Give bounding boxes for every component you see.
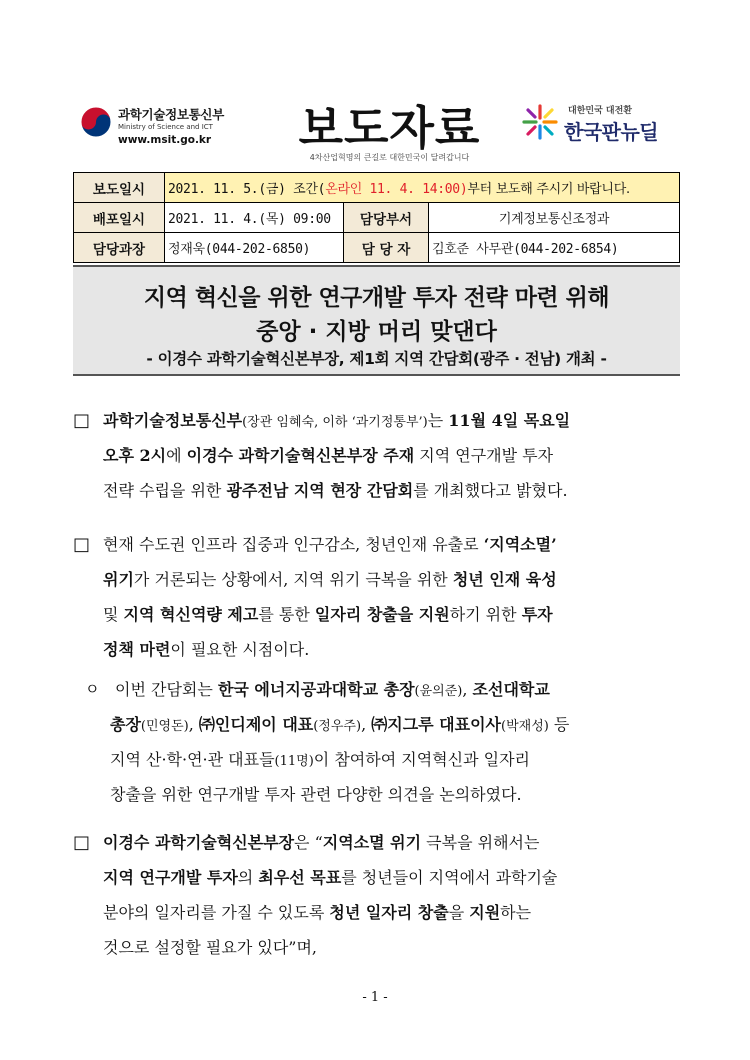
sub-bullet-paragraph bbox=[85, 672, 685, 812]
text: 하기 위한 bbox=[449, 605, 522, 624]
release-info-table bbox=[73, 172, 680, 263]
table-row bbox=[74, 203, 680, 233]
paragraph-1 bbox=[73, 403, 693, 508]
distribution-date-label: 배포일시 bbox=[74, 203, 165, 233]
text: 에 bbox=[166, 446, 187, 465]
text-bold: 지역 혁신역량 제고 bbox=[123, 605, 259, 624]
text: 및 bbox=[103, 605, 124, 624]
document-title: 보도자료 bbox=[298, 101, 481, 155]
report-date-note: 부터 보도해 주시기 바랍니다. bbox=[467, 182, 630, 197]
paragraph-line bbox=[73, 438, 693, 473]
text: 등 bbox=[548, 715, 570, 734]
contact-person-label: 담 당 자 bbox=[344, 233, 429, 263]
headline-title: 지역 혁신을 위한 연구개발 투자 전략 마련 위해 bbox=[143, 285, 610, 311]
paragraph-line bbox=[73, 632, 693, 667]
paragraph-line bbox=[73, 562, 693, 597]
text-bold: 한국 에너지공과대학교 총장 bbox=[217, 680, 415, 699]
online-release-time: 온라인 11. 4. 14:00) bbox=[325, 182, 468, 197]
text: 를 통한 bbox=[258, 605, 315, 624]
text: 전략 수립을 위한 bbox=[103, 481, 227, 500]
text-small: (민영돈) bbox=[140, 719, 189, 734]
text: , bbox=[361, 715, 372, 734]
text: 은 “ bbox=[294, 833, 323, 852]
distribution-date-value: 2021. 11. 4.(목) 09:00 bbox=[165, 203, 344, 233]
page-header bbox=[0, 0, 750, 170]
ministry-name: 과학기술정보통신부 bbox=[118, 107, 224, 122]
paragraph-line bbox=[73, 473, 693, 508]
paragraph-2 bbox=[73, 527, 693, 667]
table-row bbox=[74, 233, 680, 263]
text-bold: 정책 마련 bbox=[103, 640, 171, 659]
circle-bullet: ㅇ bbox=[85, 680, 100, 698]
text-bold: 지역 연구개발 투자 bbox=[103, 868, 238, 887]
paragraph-line bbox=[85, 707, 685, 742]
section-chief-label: 담당과장 bbox=[74, 233, 165, 263]
text-bold: 조선대학교 bbox=[472, 680, 550, 699]
text-small: (장관 임혜숙, 이하 ‘과기정통부’) bbox=[242, 415, 428, 430]
text-bold: 11월 4일 목요일 bbox=[448, 411, 571, 430]
text-small: (박재성) bbox=[501, 719, 549, 734]
text-bold: 최우선 목표 bbox=[258, 868, 342, 887]
text-bold: 청년 인재 육성 bbox=[452, 570, 557, 589]
text-bold: 투자 bbox=[521, 605, 553, 624]
new-deal-name: 한국판뉴딜 bbox=[564, 120, 659, 144]
report-date-value bbox=[165, 173, 680, 203]
paragraph-line bbox=[73, 527, 693, 562]
section-chief-value: 정재욱(044-202-6850) bbox=[165, 233, 344, 263]
text-small: (윤의준) bbox=[414, 684, 463, 699]
text-small: (11명) bbox=[274, 754, 314, 769]
text: 것으로 설정할 필요가 있다”며, bbox=[103, 938, 317, 957]
text-bold: 지원 bbox=[469, 903, 501, 922]
new-deal-tagline: 대한민국 대전환 bbox=[568, 106, 632, 116]
text: 를 개최했다고 밝혔다. bbox=[413, 481, 568, 500]
paragraph-line bbox=[73, 597, 693, 632]
report-date-text: 2021. 11. 5.(금) 조간( bbox=[168, 182, 326, 197]
text: 현재 수도권 인프라 집중과 인구감소, 청년인재 유출로 bbox=[103, 535, 484, 554]
paragraph-line bbox=[73, 403, 693, 438]
slogan: 4차산업혁명의 큰길로 대한민국이 달려갑니다 bbox=[309, 153, 470, 162]
text-bold: 이경수 과학기술혁신본부장 주재 bbox=[186, 446, 415, 465]
department-value: 기계정보통신조정과 bbox=[429, 203, 680, 233]
ministry-logo bbox=[80, 103, 250, 153]
text-bold: 광주전남 지역 현장 간담회 bbox=[226, 481, 414, 500]
headline-title-line2: 중앙 · 지방 머리 맞댄다 bbox=[256, 319, 497, 345]
square-bullet: □ bbox=[73, 534, 91, 555]
text: 이 참여하여 지역혁신과 일자리 bbox=[313, 750, 530, 769]
ministry-url: www.msit.go.kr bbox=[118, 134, 212, 146]
text: 이번 간담회는 bbox=[115, 680, 218, 699]
paragraph-line bbox=[85, 742, 685, 777]
text: 는 bbox=[427, 411, 449, 430]
table-row bbox=[74, 173, 680, 203]
text: 지역 산·학·연·관 대표들 bbox=[110, 750, 275, 769]
text-bold: 총장 bbox=[110, 715, 141, 734]
square-bullet: □ bbox=[73, 832, 91, 853]
paragraph-line bbox=[73, 895, 693, 930]
taegeuk-emblem-icon bbox=[80, 106, 112, 138]
department-label: 담당부서 bbox=[344, 203, 429, 233]
text: 을 bbox=[448, 903, 470, 922]
text-small: (정우주) bbox=[313, 719, 362, 734]
text-bold: 오후 2시 bbox=[103, 446, 167, 465]
new-deal-spark-icon bbox=[520, 102, 560, 142]
text: 극복을 위해서는 bbox=[421, 833, 540, 852]
paragraph-line bbox=[73, 930, 693, 965]
headline-box bbox=[73, 265, 680, 376]
text-bold: ㈜지그루 대표이사 bbox=[371, 715, 501, 734]
contact-person-value: 김호준 사무관(044-202-6854) bbox=[429, 233, 680, 263]
text: , bbox=[462, 680, 473, 699]
square-bullet: □ bbox=[73, 410, 91, 431]
text: 하는 bbox=[500, 903, 532, 922]
paragraph-line bbox=[73, 860, 693, 895]
korean-new-deal-logo bbox=[520, 100, 680, 150]
paragraph-line bbox=[85, 672, 685, 707]
text: 가 거론되는 상황에서, 지역 위기 극복을 위한 bbox=[133, 570, 453, 589]
text: , bbox=[188, 715, 199, 734]
paragraph-line bbox=[73, 825, 693, 860]
text-bold: 일자리 창출을 지원 bbox=[314, 605, 450, 624]
text-bold: 위기 bbox=[103, 570, 134, 589]
text: 지역 연구개발 투자 bbox=[414, 446, 554, 465]
text: 창출을 위한 연구개발 투자 관련 다양한 의견을 논의하였다. bbox=[110, 785, 522, 804]
text-bold: 청년 일자리 창출 bbox=[329, 903, 449, 922]
report-date-label: 보도일시 bbox=[74, 173, 165, 203]
text-bold: ‘지역소멸’ bbox=[483, 535, 557, 554]
paragraph-3 bbox=[73, 825, 693, 965]
text-bold: 지역소멸 위기 bbox=[322, 833, 422, 852]
headline-subtitle: - 이경수 과학기술혁신본부장, 제1회 지역 간담회(광주 · 전남) 개최 - bbox=[146, 350, 607, 368]
text-bold: 이경수 과학기술혁신본부장 bbox=[103, 833, 295, 852]
ministry-english-name: Ministry of Science and ICT bbox=[118, 123, 213, 131]
page-number: - 1 - bbox=[362, 990, 388, 1005]
text-bold: ㈜인디제이 대표 bbox=[198, 715, 314, 734]
text: 이 필요한 시점이다. bbox=[170, 640, 310, 659]
text: 분야의 일자리를 가질 수 있도록 bbox=[103, 903, 330, 922]
text-bold: 과학기술정보통신부 bbox=[103, 411, 243, 430]
paragraph-line bbox=[85, 777, 685, 812]
text: 의 bbox=[237, 868, 259, 887]
text: 를 청년들이 지역에서 과학기술 bbox=[341, 868, 558, 887]
